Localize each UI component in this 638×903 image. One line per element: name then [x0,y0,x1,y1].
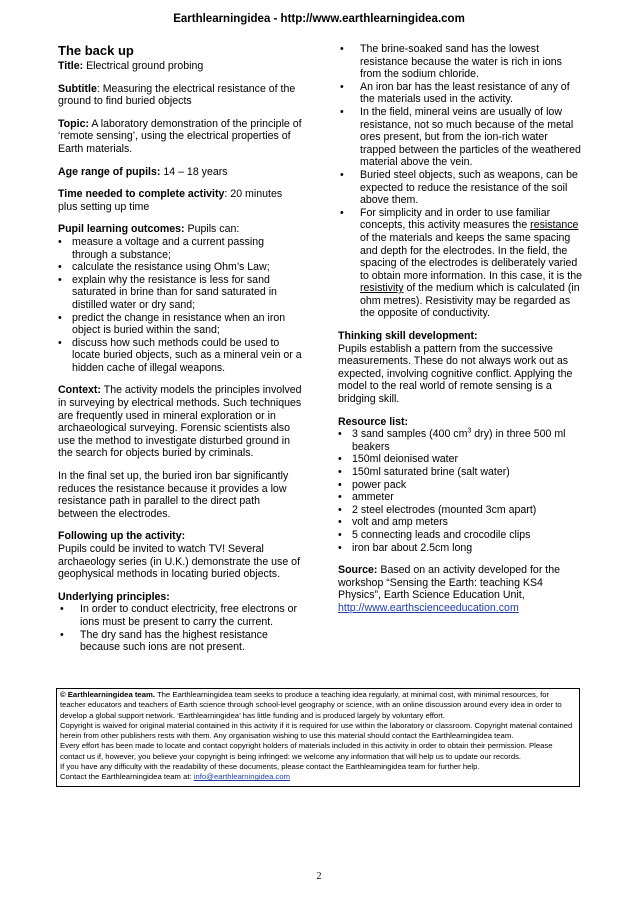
list-item: • Buried steel objects, such as weapons, can be expected to reduce the resistance of the soil above them. [338,169,583,207]
list-item: • 5 connecting leads and crocodile clips [338,529,583,542]
page-number: 2 [316,871,322,882]
resources-list [338,428,583,554]
outcomes-list [58,236,302,375]
list-item: • explain why the resistance is less for sand saturated in brine than for sand saturated in distilled water or dry sand; [58,274,302,312]
footer-paragraph-1 [60,690,576,721]
list-item: • The dry sand has the highest resistance because such ions are not present. [58,629,302,654]
list-item: • In the field, mineral veins are usually of low resistance, not so much because of the metal ores present, but from the ion-rich water trapped between the particles of the weathered material above the vein. [338,106,583,169]
topic-line [58,118,302,156]
principles-list-left [58,603,302,653]
thinking-heading [338,330,583,343]
principles-last-text-1: For simplicity and in order to use familiar concepts, this activity measures the [360,206,551,232]
resources-heading [338,416,583,429]
resource-first-pre: 3 sand samples (400 cm [352,428,468,441]
resource-first-post: dry) in three 500 ml beakers [352,428,566,453]
page-header: Earthlearningidea - http://www.earthlearningidea.com [173,13,465,25]
context-label: Context: [58,384,101,397]
list-item: • discuss how such methods could be used to locate buried objects, such as a mineral vein or a hidden cache of illegal weapons. [58,337,302,375]
copyright-label: © Earthlearningidea team. [60,690,155,699]
resistivity-term: resistivity [360,282,404,295]
resistance-term: resistance [530,219,579,232]
context-paragraph [58,384,302,460]
outcomes-heading [58,223,302,236]
source-paragraph [338,564,583,614]
copyright-box [56,688,580,787]
list-item: • 2 steel electrodes (mounted 3cm apart) [338,504,583,517]
footer-contact [60,772,576,782]
list-item: • The brine-soaked sand has the lowest resistance because the water is rich in ions from the sodium chloride. [338,43,583,81]
age-label: Age range of pupils: [58,165,161,178]
principles-list-right [338,43,583,320]
context-text: The activity models the principles involved in surveying by electrical methods. Such techniques are frequently used in mineral exploration or in archaeological surveying. Forensic scientists also use the method to investigate disturbed ground in the search for objects buried by criminals. [58,384,302,460]
following-heading-text: Following up the activity: [58,530,186,543]
time-text: : 20 minutes plus setting up time [58,188,283,213]
topic-label: Topic: [58,117,89,130]
list-item: • volt and amp meters [338,516,583,529]
subtitle-text: : Measuring the electrical resistance of the ground to find buried objects [58,82,296,108]
list-item: • 150ml saturated brine (salt water) [338,466,583,479]
topic-text: A laboratory demonstration of the principle of ‘remote sensing’, using the electrical properties of Earth materials. [58,117,302,155]
principles-heading [58,591,302,604]
thinking-heading-text: Thinking skill development: [338,330,478,343]
list-item: • calculate the resistance using Ohm’s Law; [58,261,302,274]
context-paragraph-2: In the final set up, the buried iron bar significantly reduces the resistance because it provides a low resistance path in parallel to the direct path between the electrodes. [58,470,289,520]
footer-text-1: The Earthlearningidea team seeks to produce a teaching idea regularly, at minimal cost, with minimal resources, for teacher educators and teachers of Earth science through school-level geography or science, with an online discussion around every idea in order to develop a global support network. ‘Earthlearningidea’ has little funding and is produced largely by voluntary effort. [60,690,562,720]
age-line [58,166,302,179]
list-item: • 150ml deionised water [338,453,583,466]
following-text: Pupils could be invited to watch TV! Several archaeology series (in U.K.) demonstrate the use of geophysical methods in locating buried objects. [58,543,301,581]
list-item [338,428,583,453]
thinking-text: Pupils establish a pattern from the successive measurements. These do not always work out as expected, involving cognitive conflict. Applying the model to the real world of remote sensing is a bridging skill. [338,342,573,406]
footer-paragraph-4: If you have any difficulty with the readability of these documents, please contact the Earthlearningidea team for further help. [60,762,480,772]
list-item: • In order to conduct electricity, free electrons or ions must be present to carry the current. [58,603,302,628]
time-label: Time needed to complete activity [58,188,225,201]
source-label: Source: [338,564,378,577]
title-label: Title: [58,60,84,72]
source-text: Based on an activity developed for the workshop “Sensing the Earth: teaching KS4 Physics”, Earth Science Education Unit, [338,564,561,602]
source-link[interactable]: http://www.earthscienceeducation.com [338,601,519,614]
list-item [338,207,583,320]
list-item: • measure a voltage and a current passing through a substance; [58,236,302,261]
document-title: The back up [58,43,134,58]
footer-contact-text: Contact the Earthlearningidea team at: [60,772,194,782]
resource-first-sup: 3 [467,427,472,435]
footer-paragraph-3: Every effort has been made to locate and contact copyright holders of materials included in this activity in order to obtain their permission. Please contact us if, however, you believe your copyright is being infringed: we welcome any information that will help us to update our records. [60,741,553,761]
title-line [58,60,302,73]
principles-heading-text: Underlying principles: [58,590,170,603]
contact-email-link[interactable]: info@earthlearningidea.com [193,772,291,782]
subtitle-label: Subtitle [58,82,97,95]
outcomes-label: Pupil learning outcomes: [58,223,185,236]
title-text: Electrical ground probing [83,60,204,72]
subtitle-line [58,83,302,108]
list-item: • An iron bar has the least resistance of any of the materials used in the activity. [338,81,583,106]
right-column [338,43,583,625]
list-item: • ammeter [338,491,583,504]
list-item: • power pack [338,479,583,492]
resources-heading-text: Resource list: [338,415,409,428]
principles-last-text-2: of the materials and keeps the same spacing and depth for the electrodes. In the field, the spacing of the electrodes is deliberately varied to obtain more information. In this case, it is the [360,231,582,282]
following-heading [58,530,302,543]
outcomes-intro: Pupils can: [184,223,240,236]
list-item: • predict the change in resistance when an iron object is buried within the sand; [58,312,302,337]
time-line [58,188,302,213]
left-column [58,43,302,664]
age-text: 14 – 18 years [160,165,228,178]
list-item: • iron bar about 2.5cm long [338,542,583,555]
footer-paragraph-2: Copyright is waived for original material contained in this activity if it is required for use within the laboratory or classroom. Copyright material contained herein from other publishers rests with them. Any organisation wishing to use this material should contact the Earthlearningidea team. [60,720,573,741]
principles-last-text-3: of the medium which is calculated (in ohm metres). Resistivity may be regarded as the opposite of conductivity. [360,282,580,320]
